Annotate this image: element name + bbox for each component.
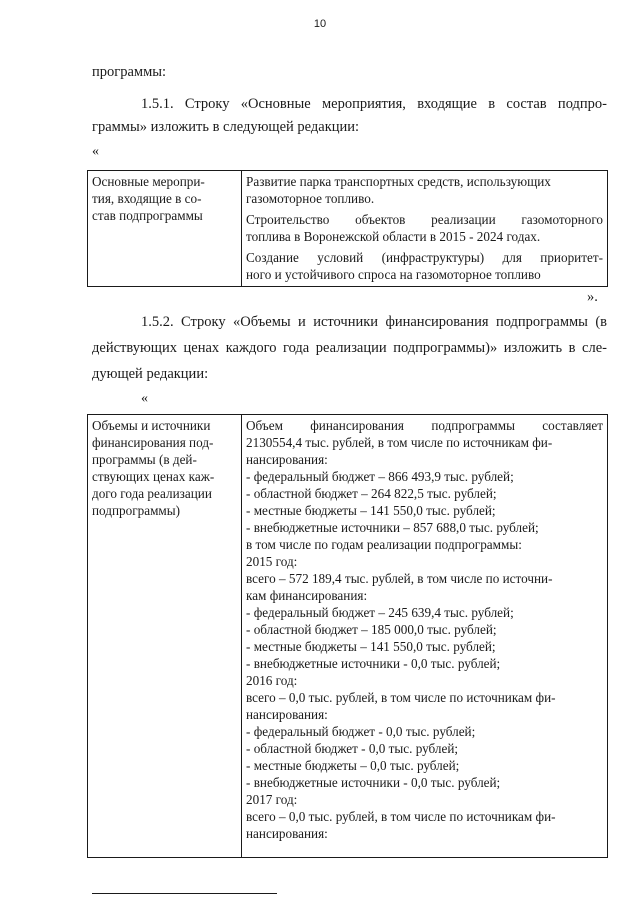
open-quote-152: « [141,391,148,406]
page-number: 10 [313,18,327,30]
cell-text: 2016 год: [246,673,298,688]
continuation-line: программы: [92,64,167,80]
cell-text: - внебюджетные источники - 0,0 тыс. рублей; [246,775,501,790]
row-value-cell [242,415,608,858]
table-row [88,415,608,858]
section-151-line1: 1.5.1. Строку «Основные мероприятия, входящие в состав подпро- [141,96,607,112]
cell-text: 2017 год: [246,792,298,807]
cell-text: ного и устойчивого спроса на газомоторное топливо [246,267,541,282]
cell-text: тия, входящие в со- [92,191,202,206]
cell-text: Создание условий (инфраструктуры) для приоритет- [246,250,603,265]
footnote-rule [92,893,277,894]
cell-text: 2130554,4 тыс. рублей, в том числе по источникам фи- [246,435,553,450]
cell-text: дого года реализации [92,486,212,501]
cell-text: - федеральный бюджет – 866 493,9 тыс. рублей; [246,469,514,484]
cell-text: нансирования: [246,452,328,467]
cell-text: - местные бюджеты – 141 550,0 тыс. рублей; [246,639,496,654]
row-label-cell [88,415,242,858]
cell-text: финансирования под- [92,435,214,450]
cell-text: Строительство объектов реализации газомоторного [246,212,603,227]
close-quote-151: ». [587,289,598,305]
cell-text: - областной бюджет – 185 000,0 тыс. рублей; [246,622,497,637]
cell-text: ствующих ценах каж- [92,469,215,484]
cell-text: топлива в Воронежской области в 2015 - 2024 годах. [246,229,541,244]
cell-text: 2015 год: [246,554,298,569]
cell-text: Основные меропри- [92,174,205,189]
section-152-line2: действующих ценах каждого года реализации подпрограммы)» изложить в сле- [92,340,607,356]
row-label-cell [88,171,242,287]
cell-text: в том числе по годам реализации подпрограммы: [246,537,522,552]
cell-text: - внебюджетные источники - 0,0 тыс. рублей; [246,656,501,671]
cell-text: нансирования: [246,707,328,722]
cell-text: газомоторное топливо. [246,191,375,206]
cell-text: подпрограммы) [92,503,181,518]
cell-text: - областной бюджет - 0,0 тыс. рублей; [246,741,459,756]
cell-text: - федеральный бюджет - 0,0 тыс. рублей; [246,724,476,739]
cell-text: Объем финансирования подпрограммы составляет [246,418,603,433]
cell-text: - местные бюджеты – 0,0 тыс. рублей; [246,758,460,773]
cell-text: всего – 0,0 тыс. рублей, в том числе по источникам фи- [246,690,556,705]
row-value-cell [242,171,608,287]
cell-text: программы (в дей- [92,452,197,467]
section-152-line1: 1.5.2. Строку «Объемы и источники финансирования подпрограммы (в [141,314,607,330]
cell-text: нансирования: [246,826,328,841]
cell-text: кам финансирования: [246,588,368,603]
table-main-activities [87,170,608,287]
section-152-line3: дующей редакции: [92,366,209,382]
cell-text: - местные бюджеты – 141 550,0 тыс. рублей; [246,503,496,518]
cell-text: Развитие парка транспортных средств, использующих [246,174,551,189]
cell-text: всего – 0,0 тыс. рублей, в том числе по источникам фи- [246,809,556,824]
cell-text: - внебюджетные источники – 857 688,0 тыс. рублей; [246,520,539,535]
table-financing [87,414,608,858]
cell-text: всего – 572 189,4 тыс. рублей, в том числе по источни- [246,571,553,586]
cell-text: Объемы и источники [92,418,211,433]
open-quote-151: « [92,144,99,159]
cell-text: став подпрограммы [92,208,203,223]
table-row [88,171,608,287]
cell-text: - областной бюджет – 264 822,5 тыс. рублей; [246,486,497,501]
cell-text: - федеральный бюджет – 245 639,4 тыс. рублей; [246,605,514,620]
section-151-line2: граммы» изложить в следующей редакции: [92,119,360,135]
